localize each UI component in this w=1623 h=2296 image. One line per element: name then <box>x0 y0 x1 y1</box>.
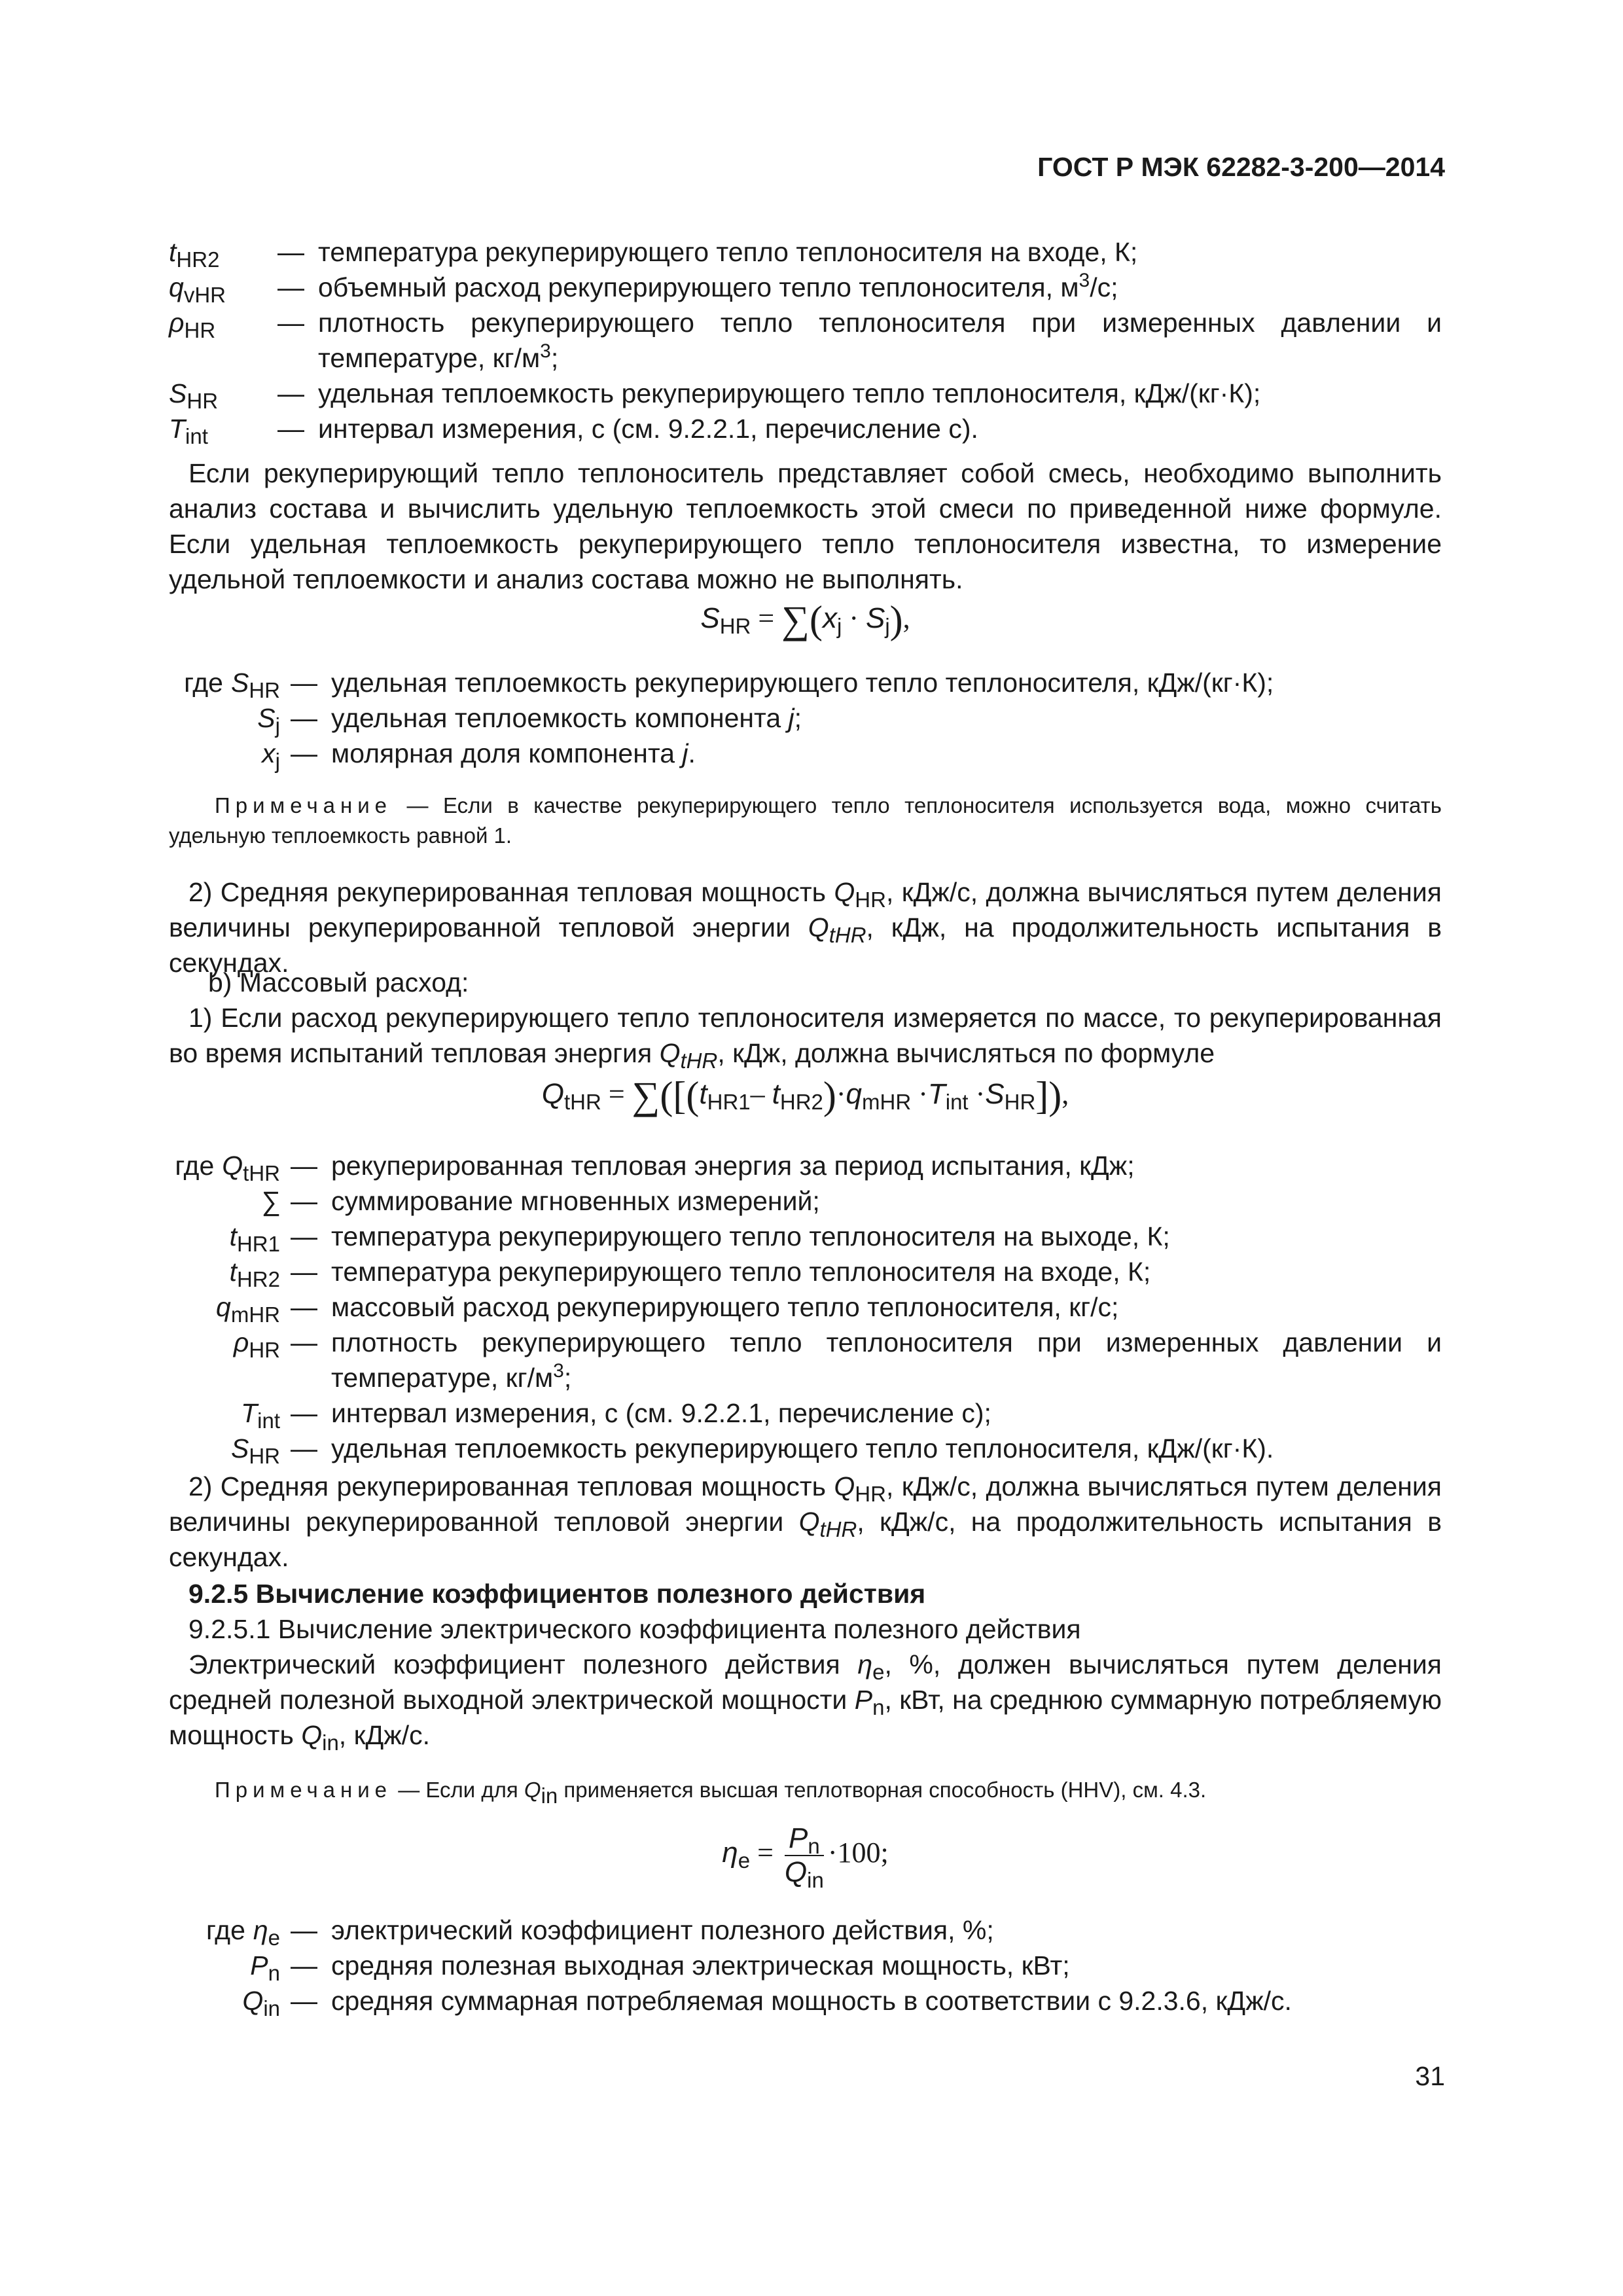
definition-dash: — <box>291 703 317 733</box>
formula-eq: = <box>758 602 775 634</box>
definition-row <box>169 1148 1442 1183</box>
definition-row <box>169 376 1442 411</box>
definition-dash: — <box>291 1292 317 1322</box>
definition-symbol: $S_{HR}$ <box>169 378 219 413</box>
sum-symbol: ∑ <box>781 598 810 641</box>
definition-dash: — <box>291 1433 317 1463</box>
definition-text: удельная теплоемкость рекуперирующего тепло теплоносителя, кДж/(кг·К); <box>318 378 1261 408</box>
definition-symbol: $t_{HR2}$ <box>169 237 220 272</box>
definition-symbol: $\rho_{HR}$ <box>233 1327 280 1362</box>
note-text: Примечание — Если в качестве рекуперирующего тепло теплоносителя используется вода, можно считать удельную теплоемкость равной 1. <box>169 793 1442 848</box>
definition-text: плотность рекуперирующего тепло теплоносителя при измеренных давлении и температуре, $кг/м^3$; <box>318 308 1442 373</box>
definition-text: суммирование мгновенных измерений; <box>331 1186 820 1216</box>
definition-row <box>169 665 1442 700</box>
definition-text: интервал измерения, с (см. 9.2.2.1, перечисление с). <box>318 414 978 444</box>
definition-row <box>169 1325 1442 1395</box>
definition-dash: — <box>291 1257 317 1287</box>
definition-text: плотность рекуперирующего тепло теплоносителя при измеренных давлении и температуре, $кг/м^3$; <box>331 1327 1442 1393</box>
definition-symbol: где $\eta_e$ <box>206 1915 280 1950</box>
fraction: $\frac{P_n}{Q_{in}}$ <box>784 1822 824 1892</box>
definition-row <box>169 411 1442 446</box>
definition-text: средняя полезная выходная электрическая мощность, кВт; <box>331 1950 1070 1981</box>
definition-dash: — <box>277 308 304 338</box>
definition-text: рекуперированная тепловая энергия за период испытания, кДж; <box>331 1151 1135 1181</box>
definition-symbol: $q_{vHR}$ <box>169 272 226 307</box>
definition-row <box>169 234 1442 270</box>
where-label: где <box>175 1151 215 1181</box>
definition-text: температура рекуперирующего тепло теплоносителя на входе, К; <box>331 1257 1151 1287</box>
definition-list <box>169 665 1442 771</box>
definition-symbol: $t_{HR2}$ <box>229 1257 280 1291</box>
definition-text: удельная теплоемкость рекуперирующего тепло теплоносителя, кДж/(кг·К); <box>331 668 1274 698</box>
definition-dash: — <box>277 237 304 267</box>
definition-symbol: $P_n$ <box>250 1950 280 1985</box>
section-heading-925: 9.2.5 Вычисление коэффициентов полезного действия <box>188 1579 926 1609</box>
avg-power-paragraph-2: 2) Средняя рекуперированная тепловая мощность $Q_{HR}$, кДж/с, должна вычисляться путем деления величины рекуперированной тепловой энергии $Q_{tHR}$, кДж/с, на продолжительность испытания в секундах. <box>169 1471 1442 1572</box>
definition-symbol: $T_{int}$ <box>241 1398 280 1433</box>
definition-list <box>169 234 1442 446</box>
mass-flow-paragraph: 1) Если расход рекуперирующего тепло теплоносителя измеряется по массе, то рекуперированная во время испытаний тепловая энергия $Q_{tHR}$, кДж, должна вычисляться по формуле <box>169 1003 1442 1073</box>
definition-text: температура рекуперирующего тепло теплоносителя на выходе, К; <box>331 1221 1170 1251</box>
definition-text: электрический коэффициент полезного действия, %; <box>331 1915 994 1945</box>
definition-list <box>169 1148 1442 1466</box>
definition-dash: — <box>291 1151 317 1181</box>
formula-specific-heat: $S_{HR} = \sum(x_j \cdot S_j)$, <box>700 598 910 641</box>
definition-dash: — <box>291 1327 317 1357</box>
definition-dash: — <box>291 1986 317 2016</box>
definition-dash: — <box>291 668 317 698</box>
definition-symbol: где $Q_{tHR}$ <box>175 1151 280 1185</box>
definition-symbol: $t_{HR1}$ <box>229 1221 280 1256</box>
definition-row <box>169 305 1442 376</box>
definition-row <box>169 1183 1442 1219</box>
definition-dash: — <box>291 738 317 768</box>
note-hhv: Примечание — Если для $Q_{in}$ применяется высшая теплотворная способность (HHV), см. 4.3. <box>215 1778 1207 1808</box>
definition-row <box>169 1912 1442 1948</box>
definition-row <box>169 700 1442 736</box>
page-number: 31 <box>1415 2061 1445 2091</box>
definition-dash: — <box>277 272 304 302</box>
definition-symbol: $S_j$ <box>257 703 280 738</box>
definition-symbol: $q_{mHR}$ <box>216 1292 280 1327</box>
definition-dash: — <box>291 1915 317 1945</box>
definition-text: объемный расход рекуперирующего тепло теплоносителя, $м^3/с$; <box>318 270 1118 302</box>
definition-text: средняя суммарная потребляемая мощность в соответствии с 9.2.3.6, кДж/с. <box>331 1986 1292 2016</box>
definition-row <box>169 1254 1442 1289</box>
note-water <box>169 791 1442 851</box>
definition-row <box>169 1431 1442 1466</box>
definition-symbol: ∑ <box>260 1186 280 1216</box>
definition-dash: — <box>291 1186 317 1216</box>
definition-row <box>169 270 1442 305</box>
definitions-mass <box>169 1148 1442 1466</box>
mixture-paragraph: Если рекуперирующий тепло теплоноситель представляет собой смесь, необходимо выполнить анализ состава и вычислить удельную теплоемкость этой смеси по приведенной ниже формуле. Если удельная теплоемкость рекуперирующего тепло теплоносителя известна, то измерение удельной теплоемкости и анализ состава можно не выполнять. <box>169 458 1442 594</box>
definition-symbol: $Q_{in}$ <box>242 1986 280 2020</box>
definition-row <box>169 1289 1442 1325</box>
definition-symbol: $\rho_{HR}$ <box>169 308 216 342</box>
definition-row <box>169 1948 1442 1983</box>
formula-heat-energy: $Q_{tHR} = \sum([(t_{HR1}-$ $t_{HR2})\cdot q_{mHR} \cdot T_{int} \cdot S_{HR}$]), <box>541 1074 1069 1117</box>
where-label: где <box>184 668 223 698</box>
definition-dash: — <box>277 378 304 408</box>
definition-symbol: где $S_{HR}$ <box>184 668 280 702</box>
definition-row <box>169 1983 1442 2018</box>
definition-text: массовый расход рекуперирующего тепло теплоносителя, кг/с; <box>331 1292 1119 1322</box>
definition-row <box>169 736 1442 771</box>
standard-header: ГОСТ Р МЭК 62282-3-200—2014 <box>1037 152 1445 182</box>
definition-dash: — <box>291 1950 317 1981</box>
definition-text: удельная теплоемкость рекуперирующего тепло теплоносителя, кДж/(кг·К). <box>331 1433 1274 1463</box>
definition-text: молярная доля компонента j. <box>331 738 696 768</box>
definitions-efficiency <box>169 1912 1442 2018</box>
definition-symbol: $x_j$ <box>262 738 280 773</box>
where-label: где <box>206 1915 245 1945</box>
definitions-top <box>169 234 1442 446</box>
definition-dash: — <box>291 1221 317 1251</box>
efficiency-paragraph: Электрический коэффициент полезного действия $\eta_e$, %, должен вычисляться путем деления средней полезной выходной электрической мощности $P_n$, кВт, на среднюю суммарную потребляемую мощность $Q_{in}$, кДж/с. <box>169 1649 1442 1755</box>
item-b-mass-flow: b) Массовый расход: <box>208 967 469 997</box>
section-heading-9251: 9.2.5.1 Вычисление электрического коэффициента полезного действия <box>188 1614 1081 1644</box>
avg-power-text: 2) Средняя рекуперированная тепловая мощность $Q_{HR}$, кДж/с, должна вычисляться путем деления величины рекуперированной тепловой энергии $Q_{tHR}$, кДж, на продолжительность испытания в секундах. <box>169 877 1442 978</box>
definition-row <box>169 1219 1442 1254</box>
mixture-paragraph-block <box>169 456 1442 597</box>
definition-row <box>169 1395 1442 1431</box>
definition-list <box>169 1912 1442 2018</box>
definition-text: температура рекуперирующего тепло теплоносителя на входе, К; <box>318 237 1138 267</box>
definition-dash: — <box>277 414 304 444</box>
definition-symbol: $T_{int}$ <box>169 414 208 448</box>
definition-text: интервал измерения, с (см. 9.2.2.1, перечисление с); <box>331 1398 991 1428</box>
formula-lhs: $S_{HR}$ <box>700 602 751 638</box>
definition-dash: — <box>291 1398 317 1428</box>
definition-text: удельная теплоемкость компонента j; <box>331 703 802 733</box>
definition-symbol: $S_{HR}$ <box>230 1433 280 1468</box>
definitions-mixture <box>169 665 1442 771</box>
formula-efficiency: $\eta_e$ = $\frac{P_n}{Q_{in}}$ ·100; <box>722 1822 889 1892</box>
